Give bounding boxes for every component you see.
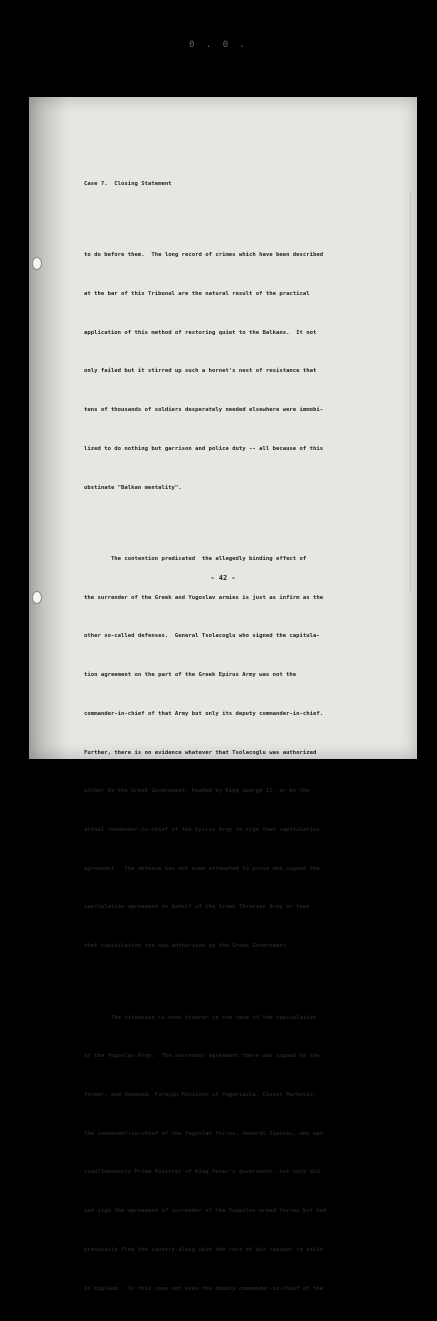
text-line: The commander-in-chief of the Yugoslav forces, General Simovic, who was: [84, 1130, 324, 1137]
punch-hole: [32, 257, 42, 270]
text-line: tion agreement on the part of the Greek Epirus Army was not the: [84, 672, 297, 679]
page-edge: [410, 192, 411, 592]
film-label: 0 . 0 .: [189, 40, 248, 50]
text-line: simultaneously Prime Minister of King Peter's government, not only did: [84, 1169, 320, 1176]
text-line: other so-called defenses. General Tsolacoglu who signed the capitula-: [84, 633, 320, 640]
document-body: [84, 152, 404, 1321]
text-line: The situation is even clearer in the case of the capitulation: [84, 1014, 317, 1021]
text-line: tens of thousands of soldiers desperately needed elsewhere were immobi-: [84, 407, 324, 414]
text-line: actual commander-in-chief of the Epirus Army to sign that capitulation: [84, 826, 320, 833]
document-heading: Case 7. Closing Statement: [84, 180, 172, 187]
text-line: obstinate "Balkan mentality".: [84, 484, 182, 491]
text-line: only failed but it stirred up such a hornet's nest of resistance that: [84, 368, 317, 375]
text-line: at the bar of this Tribunal are the natural result of the practical: [84, 291, 310, 298]
text-line: not sign the agreement of surrender of the Yugoslav armed forces but had: [84, 1208, 327, 1215]
text-line: to do before them. The long record of crimes which have been described: [84, 252, 324, 259]
text-line: previously fled the country along with the rest of his cabinet to exile: [84, 1246, 324, 1253]
page-shadow: [29, 97, 69, 759]
text-line: agreement. The defense has not even attempted to prove who signed the: [84, 865, 320, 872]
text-line: that capitulation too was authorized by the Greek Government.: [84, 943, 290, 950]
document-page: [29, 97, 417, 1292]
text-line: capitulation agreement on behalf of the Greek Thracian Army or that: [84, 904, 310, 911]
text-line: of the Yugoslav Army. The surrender agreement there was signed by the: [84, 1053, 320, 1060]
text-line: the surrender of the Greek and Yugoslav armies is just as infirm as the: [84, 594, 324, 601]
text-line: commander-in-chief of that Army but only its deputy commander-in-chief.: [84, 710, 324, 717]
page-number: - 42 -: [210, 574, 236, 582]
punch-hole: [32, 591, 42, 604]
text-line: Further, there is no evidence whatever that Tsolacoglu was authorized: [84, 749, 317, 756]
text-line: lized to do nothing but garrison and police duty -- all because of this: [84, 445, 324, 452]
text-line: former, and deposed, Foreign Minister of Yugoslavia, Cincar Markovic.: [84, 1092, 317, 1099]
text-line: The contention predicated the allegedly binding effect of: [84, 556, 307, 563]
text-line: in England. In this case not even the deputy commander-in-chief of the: [84, 1285, 324, 1292]
text-line: application of this method of restoring quiet to the Balkans. It not: [84, 329, 317, 336]
text-line: either by the Greek Government, headed by King George II, or by the: [84, 788, 310, 795]
